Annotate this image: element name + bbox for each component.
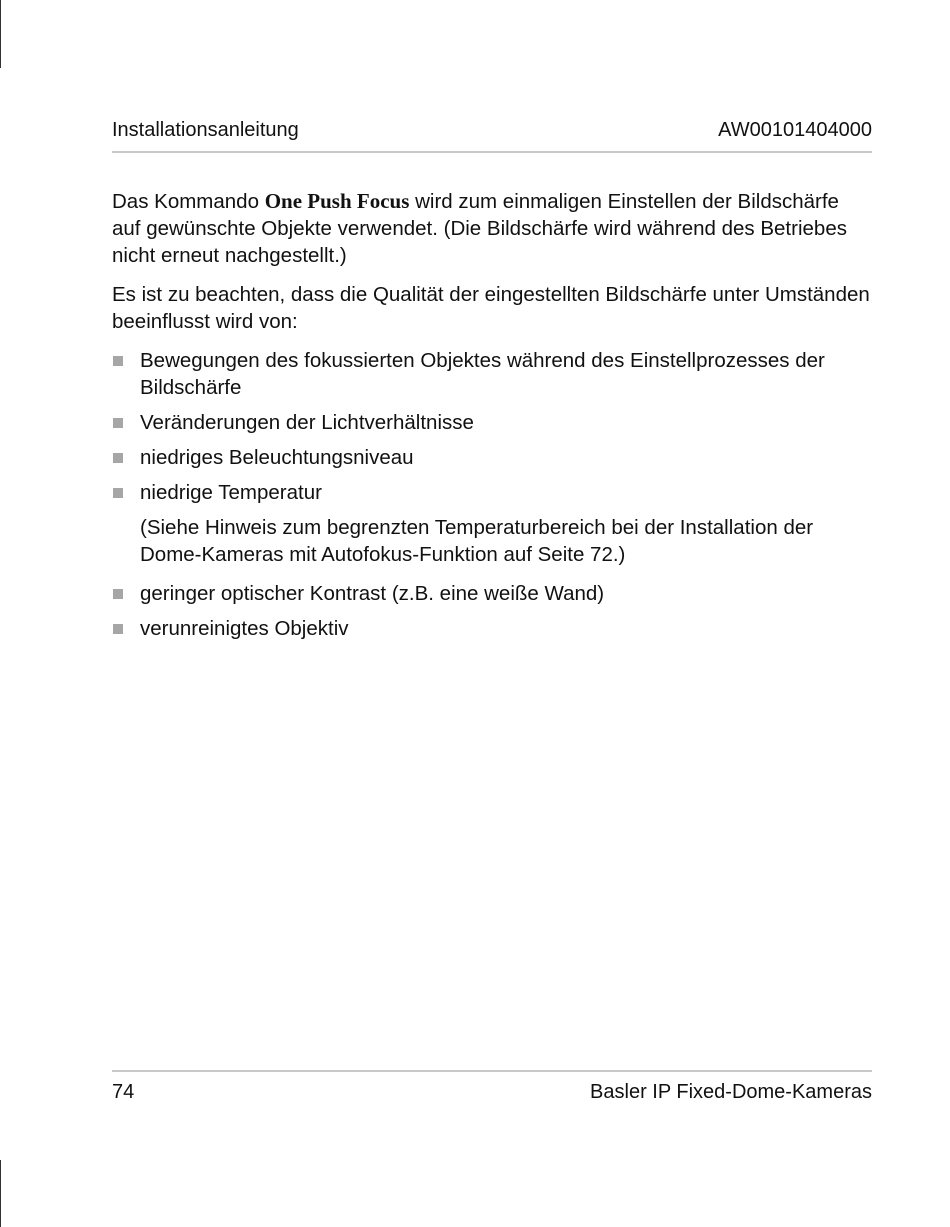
list-item <box>112 580 872 607</box>
page-footer <box>112 1079 872 1105</box>
footer-rule <box>112 1070 872 1072</box>
header-document-number: AW00101404000 <box>718 119 872 141</box>
list-item-text: geringer optischer Kontrast (z.B. eine weiße Wand) <box>140 582 605 605</box>
bullet-square-icon <box>113 356 123 366</box>
bullet-square-icon <box>113 488 123 498</box>
command-name: One Push Focus <box>264 189 410 213</box>
footer-product-title: Basler IP Fixed-Dome-Kameras <box>590 1081 872 1103</box>
crop-mark-top <box>0 0 1 68</box>
list-item <box>112 444 872 471</box>
header-document-title: Installationsanleitung <box>112 119 299 141</box>
list-item <box>112 615 872 642</box>
list-item-text: verunreinigtes Objektiv <box>140 617 349 640</box>
temperature-note: (Siehe Hinweis zum begrenzten Temperaturbereich bei der Installation der Dome-Kameras mit Autofokus-Funktion auf Seite 72.) <box>140 516 814 566</box>
page-content <box>112 188 872 650</box>
page-number: 74 <box>112 1081 135 1103</box>
conditions-list <box>112 347 872 506</box>
bullet-square-icon <box>113 453 123 463</box>
intro-text-before: Das Kommando <box>112 190 265 213</box>
list-item <box>112 409 872 436</box>
conditions-intro-paragraph: Es ist zu beachten, dass die Qualität der eingestellten Bildschärfe unter Umständen beeinflusst wird von: <box>112 283 870 333</box>
bullet-square-icon <box>113 589 123 599</box>
list-item-text: niedriges Beleuchtungsniveau <box>140 446 414 469</box>
bullet-square-icon <box>113 624 123 634</box>
list-item-text: Veränderungen der Lichtverhältnisse <box>140 411 474 434</box>
page-header <box>112 117 872 143</box>
crop-mark-bottom <box>0 1160 1 1227</box>
list-item <box>112 479 872 506</box>
list-item-text: niedrige Temperatur <box>140 481 322 504</box>
bullet-square-icon <box>113 418 123 428</box>
list-item <box>112 347 872 401</box>
conditions-list-continued <box>112 580 872 642</box>
intro-paragraph <box>112 188 872 269</box>
intro-text-after: wird zum einmaligen Einstellen der Bildschärfe auf gewünschte Objekte verwendet. (Die Bildschärfe wird während des Betriebes nicht erneut nachgestellt.) <box>112 190 847 267</box>
list-item-text: Bewegungen des fokussierten Objektes während des Einstellprozesses der Bildschärfe <box>140 349 825 399</box>
header-rule <box>112 151 872 153</box>
